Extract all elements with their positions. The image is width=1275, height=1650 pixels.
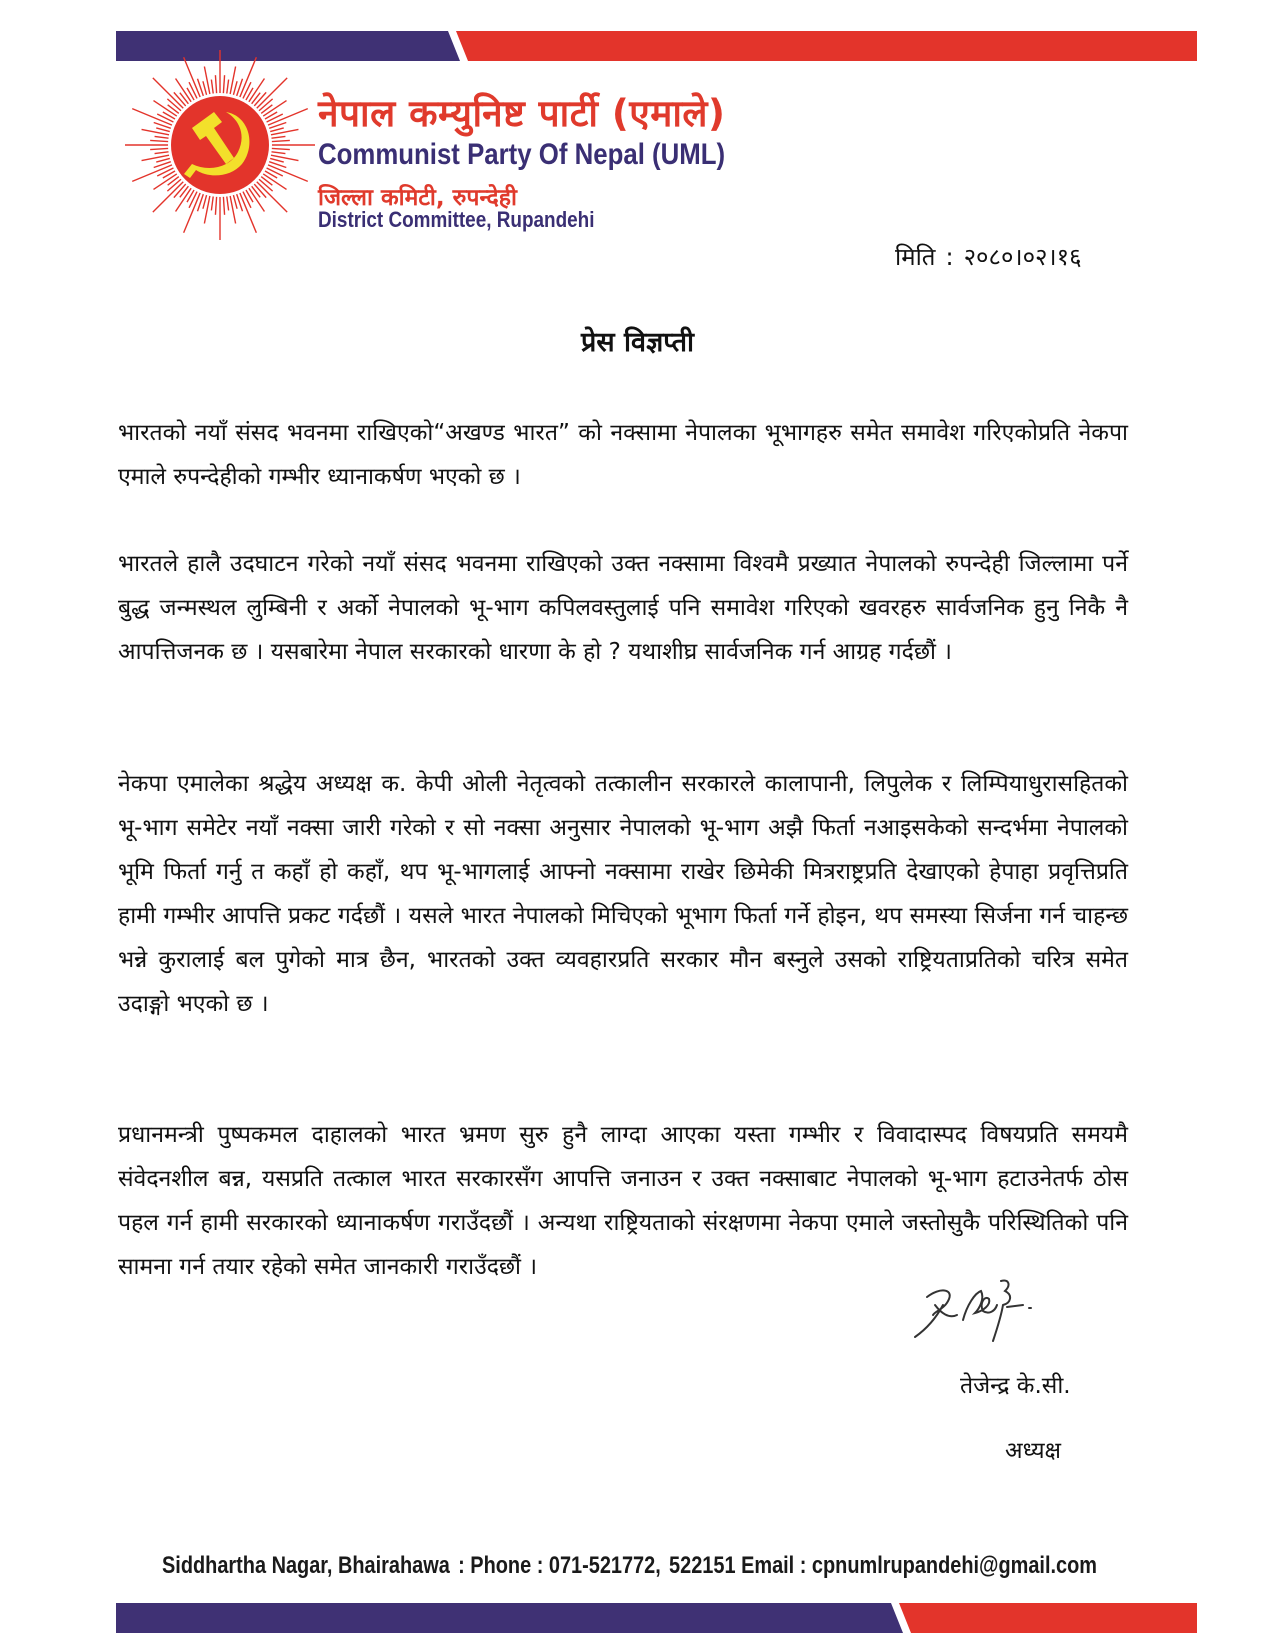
org-name-nepali: नेपाल कम्युनिष्ट पार्टी (एमाले) — [318, 92, 726, 135]
emblem-ray — [157, 167, 175, 176]
date-line — [895, 240, 1082, 273]
emblem-ray — [260, 175, 273, 185]
emblem-ray — [155, 136, 171, 138]
emblem-ray — [250, 185, 260, 198]
emblem-ray — [270, 148, 290, 149]
emblem-ray — [187, 188, 195, 202]
footer-band-blue — [116, 1603, 903, 1633]
date-label: मिति — [895, 243, 936, 271]
emblem-ray — [211, 195, 213, 211]
emblem-ray — [239, 57, 256, 99]
footer-color-band — [116, 1603, 1197, 1633]
emblem-ray — [132, 109, 174, 126]
emblem-ray — [242, 82, 251, 100]
emblem-ray — [132, 164, 174, 181]
emblem-ray — [266, 109, 308, 126]
emblem-ray — [180, 185, 190, 198]
footer-band-red — [899, 1603, 1197, 1633]
district-name-english: District Committee, Rupandehi — [318, 207, 595, 232]
body-paragraph: भारतले हालै उदघाटन गरेको नयाँ संसद भवनमा राखिएको उक्त नक्सामा विश्वमै प्रख्यात नेपालको रुपन्देही जिल्लामा पर्ने बुद्ध जन्मस्थल लुम्बिनी र अर्को नेपालको भू-भाग कपिलवस्तुलाई पनि समावेश गरिएको खवरहरु सार्वजनिक हुनु निकै नै आपत्तिजनक छ । यसबारेमा नेपाल सरकारको धारणा के हो ? यथाशीघ्र सार्वजनिक गर्न आग्रह गर्दछौं । — [118, 551, 1128, 665]
emblem-ray — [245, 188, 253, 202]
body-paragraph: नेकपा एमालेका श्रद्धेय अध्यक्ष क. केपी ओली नेतृत्वको तत्कालीन सरकारले कालापानी, लिपुलेक र लिम्पियाधुरासहितको भू-भाग समेटेर नयाँ नक्सा जारी गरेको र सो नक्सा अनुसार नेपालको भू-भाग अझै फिर्ता नआइसकेको सन्दर्भमा नेपालको भूमि फिर्ता गर्नु त कहाँ हो कहाँ, थप भू-भागलाई आफ्नो नक्सामा राखेर छिमेकी मित्रराष्ट्रप्रति देखाएको हेपाहा प्रवृत्तिप्रति हामी गम्भीर आपत्ति प्रकट गर्दछौं । यसले भारत नेपालको मिचिएको भूभाग फिर्ता गर्ने होइन, थप समस्या सिर्जना गर्न चाहन्छ भन्ने कुरालाई बल पुगेको मात्र छैन, भारतको उक्त व्यवहारप्रति सरकार मौन बस्नुले उसको राष्ट्रियताप्रतिको चरित्र समेत उदाङ्गो भएको छ । — [118, 771, 1128, 1017]
document-title: प्रेस विज्ञप्ती — [580, 327, 695, 358]
emblem-ray — [242, 190, 251, 208]
date-separator: : — [945, 243, 954, 271]
emblem-ray — [150, 148, 170, 149]
emblem-ray — [270, 140, 290, 141]
emblem-ray — [163, 112, 177, 120]
emblem-ray — [239, 191, 256, 233]
emblem-ray — [250, 93, 260, 106]
emblem-ray — [265, 114, 283, 123]
emblem-ray — [180, 93, 190, 106]
footer-contact — [162, 1552, 1097, 1580]
footer-address: Siddhartha Nagar, Bhairahawa — [162, 1552, 450, 1579]
emblem-ray — [266, 164, 308, 181]
emblem-ray — [223, 195, 224, 215]
emblem-ray — [184, 57, 201, 99]
emblem-ray — [245, 88, 253, 102]
footer-phone-label: : Phone : — [458, 1552, 544, 1579]
header-band-red — [456, 31, 1197, 61]
emblem-ray — [260, 105, 273, 115]
emblem-ray — [189, 82, 198, 100]
emblem-ray — [265, 167, 283, 176]
date-value: २०८०।०२।१६ — [963, 243, 1082, 271]
emblem-ray — [215, 75, 216, 95]
emblem-ray — [263, 170, 277, 178]
emblem-ray — [168, 105, 181, 115]
footer-phone-1: 071-521772, — [548, 1552, 661, 1579]
emblem-ray — [187, 88, 195, 102]
emblem-ray — [168, 175, 181, 185]
body-paragraph: प्रधानमन्त्री पुष्पकमल दाहालको भारत भ्रमण सुरु हुनै लाग्दा आएका यस्ता गम्भीर र विवादास्पद विषयप्रति समयमै संवेदनशील बन्न, यसप्रति तत्काल भारत सरकारसँग आपत्ति जनाउन र उक्त नक्साबाट नेपालको भू-भाग हटाउनेतर्फ ठोस पहल गर्न हामी सरकारको ध्यानाकर्षण गराउँदछौं । अन्यथा राष्ट्रियताको संरक्षणमा नेकपा एमाले जस्तोसुकै परिस्थितिको पनि सामना गर्न तयार रहेको समेत जानकारी गराउँदछौं । — [118, 1122, 1128, 1280]
footer-email-label: Email : — [741, 1552, 807, 1579]
signature-icon — [905, 1275, 1055, 1345]
emblem-ray — [157, 114, 175, 123]
emblem-ray — [270, 152, 286, 154]
emblem-ray — [211, 80, 213, 96]
footer-email[interactable]: cpnumlrupandehi@gmail.com — [811, 1552, 1097, 1579]
emblem-ray — [223, 75, 224, 95]
emblem-ray — [227, 195, 229, 211]
signer-name: तेजेन्द्र के.सी. — [960, 1373, 1071, 1399]
emblem-ray — [184, 191, 201, 233]
emblem-ray — [270, 136, 286, 138]
emblem-ray — [263, 112, 277, 120]
body-paragraph: भारतको नयाँ संसद भवनमा राखिएको“अखण्ड भारत” को नक्सामा नेपालका भूभागहरु समेत समावेश गरिएकोप्रति नेकपा एमाले रुपन्देहीको गम्भीर ध्यानाकर्षण भएको छ । — [118, 420, 1128, 490]
emblem-ray — [215, 195, 216, 215]
emblem-ray — [155, 152, 171, 154]
district-name-nepali: जिल्ला कमिटी, रुपन्देही — [318, 185, 517, 211]
signer-role: अध्यक्ष — [1005, 1438, 1062, 1464]
emblem-ray — [150, 140, 170, 141]
emblem-ray — [227, 80, 229, 96]
party-emblem-icon — [122, 50, 318, 240]
emblem-ray — [189, 190, 198, 208]
emblem-ray — [163, 170, 177, 178]
org-name-english: Communist Party Of Nepal (UML) — [318, 138, 726, 171]
footer-phone-2: 522151 — [669, 1552, 736, 1579]
